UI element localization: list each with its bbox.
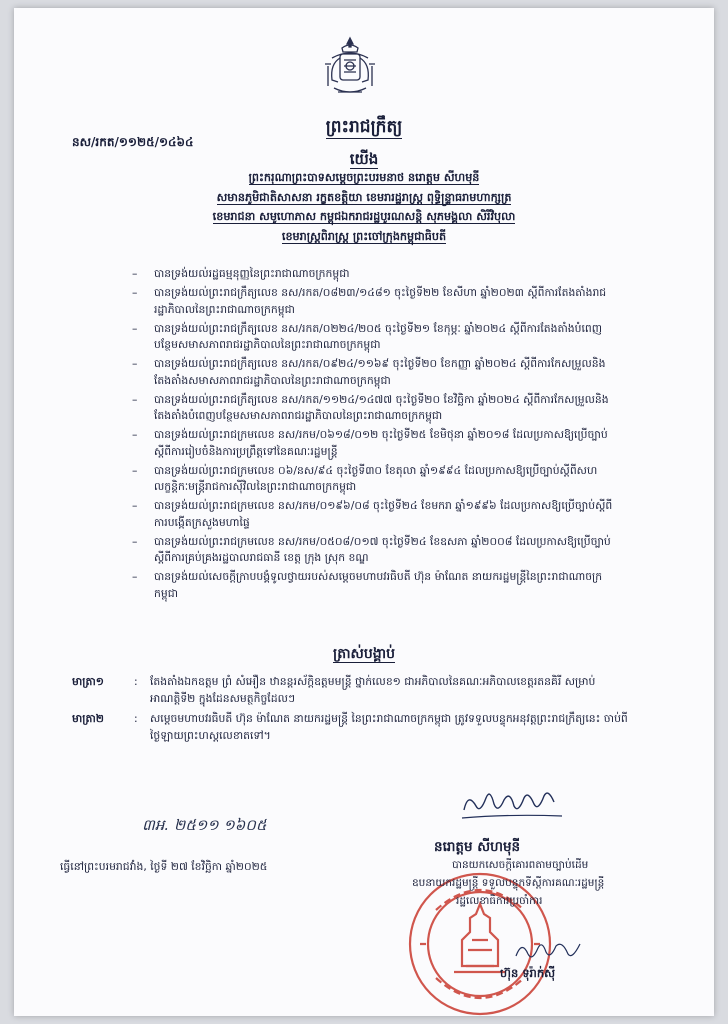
secretary-signature: [512, 936, 584, 966]
king-title-line: ខេមរាជនា សមូហោភាស កម្ពុជឯករាជរដ្ឋបូរណសន្តិ សុភមង្គលា សិរីវិបុលា: [212, 210, 516, 223]
article-label: មាត្រា១: [72, 675, 104, 688]
article-text: សម្តេចមហាបវរធិបតី ហ៊ុន ម៉ាណែត នាយករដ្ឋមន្ត្រី នៃព្រះរាជាណាចក្រកម្ពុជា ត្រូវទទួលបន្ទុកអនុវត្តព្រះរាជក្រឹត្យនេះ ចាប់ពីថ្ងៃឡាយព្រះហស្តលេខាតទៅ។: [150, 712, 628, 742]
article-label: មាត្រា២: [72, 712, 104, 725]
intro-word: យើង: [349, 150, 379, 168]
consideration-item: – បានទ្រង់យល់ព្រះរាជក្រមលេខ នស/រកម/០១៩៦/០៨ ចុះថ្ងៃទី២៤ ខែមករា ឆ្នាំ១៩៩៦ ដែលប្រកាសឱ្យប្រើច្បាប់ស្តីពីការបង្កើតក្រសួងមហាផ្ទៃ: [132, 499, 613, 529]
king-titles: [14, 168, 714, 246]
king-signature-name: នរោត្តម សីហមុនី: [434, 839, 521, 855]
handwritten-date: ៣អ. ២៥១១ ១៦០៥: [142, 816, 267, 834]
king-title-line: សមានភូមិជាតិសាសនា រក្ខតខត្តិយា ខេមរារដ្ឋរាស្ត្រ ពុទ្ធិន្ទ្រាធរាមហាក្សត្រ: [216, 190, 512, 204]
consideration-item: – បានទ្រង់យល់រដ្ឋធម្មនុញ្ញនៃព្រះរាជាណាចក្រកម្ពុជា: [132, 267, 350, 280]
consideration-item: – បានទ្រង់យល់សេចក្តីក្រាបបង្គំទូលថ្វាយរបស់សម្តេចមហាបវរធិបតី ហ៊ុន ម៉ាណែត នាយករដ្ឋមន្ត្រីនៃព្រះរាជាណាចក្រកម្ពុជា: [132, 570, 603, 600]
decree-heading: ត្រាស់បង្គាប់: [333, 646, 395, 662]
royal-signature: [458, 780, 568, 824]
article-1: មាត្រា១ : តែងតាំងឯកឧត្តម ព្រំ សំអឿន ឋានន្តរស័ក្តិឧត្តមមន្ត្រី ថ្នាក់លេខ១ ជាអភិបាលនៃគណៈអភិបាលខេត្តរតនគិរី សម្រាប់អាណត្តិទី២ ក្នុងដែនសមត្ថកិច្ចដែលៗ: [72, 674, 632, 707]
decree-document: [14, 8, 714, 1016]
article-2: មាត្រា២ : សម្តេចមហាបវរធិបតី ហ៊ុន ម៉ាណែត នាយករដ្ឋមន្ត្រី នៃព្រះរាជាណាចក្រកម្ពុជា ត្រូវទទួលបន្ទុកអនុវត្តព្រះរាជក្រឹត្យនេះ ចាប់ពីថ្ងៃឡាយព្រះហស្តលេខាតទៅ។: [72, 711, 632, 744]
king-title-line: ខេមរាស្ត្រពិរាស្ត្រ ព្រះចៅក្រុងកម្ពុជាធិបតី: [281, 229, 447, 243]
consideration-item: – បានទ្រង់យល់ព្រះរាជក្រឹត្យលេខ នស/រកត/០៨២៣/១៤៨១ ចុះថ្ងៃទី២២ ខែសីហា ឆ្នាំ២០២៣ ស្តីពីការតែងតាំងរាជរដ្ឋាភិបាលនៃព្រះរាជាណាចក្រកម្ពុជា: [132, 286, 607, 316]
consideration-item: – បានទ្រង់យល់ព្រះរាជក្រឹត្យលេខ នស/រកត/០២២៤/២០៥ ចុះថ្ងៃទី២១ ខែកុម្ភៈ ឆ្នាំ២០២៤ ស្តីពីការតែងតាំងបំពេញបន្ថែមសមាសភាពរាជរដ្ឋាភិបាលនៃព្រះរាជាណាចក្រកម្ពុជា: [132, 321, 603, 351]
consideration-item: – បានទ្រង់យល់ព្រះរាជក្រឹត្យលេខ នស/រកត/០៩២៤/១១៦៩ ចុះថ្ងៃទី២០ ខែកញ្ញា ឆ្នាំ២០២៤ ស្តីពីការកែសម្រួលនិងតែងតាំងសមាសភាពរាជរដ្ឋាភិបាលនៃព្រះរាជាណាចក្រកម្ពុជា: [132, 357, 606, 387]
decree-title: ព្រះរាជក្រឹត្យ: [325, 117, 403, 137]
consideration-item: – បានទ្រង់យល់ព្រះរាជក្រមលេខ ០៦/នស/៩៤ ចុះថ្ងៃទី៣០ ខែតុលា ឆ្នាំ១៩៩៤ ដែលប្រកាសឱ្យប្រើច្បាប់ស្តីពីសហលក្ខន្តិកៈមន្ត្រីរាជការស៊ីវិលនៃព្រះរាជាណាចក្រកម្ពុជា: [132, 463, 598, 493]
consideration-item: – បានទ្រង់យល់ព្រះរាជក្រឹត្យលេខ នស/រកត/១១២៤/១៤៧៧ ចុះថ្ងៃទី២០ ខែវិច្ឆិកា ឆ្នាំ២០២៤ ស្តីពីការកែសម្រួលនិងតែងតាំងបំពេញបន្ថែមសមាសភាពរាជរដ្ឋាភិបាលនៃព្រះរាជាណាចក្រកម្ពុជា: [132, 392, 609, 422]
countersign-name: ហ៊ុន ទុរ៉ាក់ស៊ី: [500, 966, 556, 980]
article-text: តែងតាំងឯកឧត្តម ព្រំ សំអឿន ឋានន្តរស័ក្តិឧត្តមមន្ត្រី ថ្នាក់លេខ១ ជាអភិបាលនៃគណៈអភិបាលខេត្តរតនគិរី សម្រាប់អាណត្តិទី២ ក្នុងដែនសមត្ថកិច្ចដែលៗ: [150, 675, 596, 705]
consideration-item: – បានទ្រង់យល់ព្រះរាជក្រមលេខ នស/រកម/០៥០៨/០១៧ ចុះថ្ងៃទី២៤ ខែឧសភា ឆ្នាំ២០០៨ ដែលប្រកាសឱ្យប្រើច្បាប់ស្តីពីការគ្រប់គ្រងរដ្ឋបាលរាជធានី ខេត្ត ក្រុង ស្រុក ខណ្ឌ: [132, 534, 611, 564]
royal-coat-of-arms-icon: [320, 36, 380, 98]
king-title-line: ព្រះករុណាព្រះបាទសម្តេចព្រះបរមនាថ នរោត្តម សីហមុនី: [248, 171, 480, 184]
countersign-line: រដ្ឋលេខាធិការប្រចាំការ: [456, 895, 543, 907]
countersign-line: បានយកសេចក្តីគោរពតាមច្បាប់ដើម: [452, 859, 589, 871]
considerations-list: [114, 266, 624, 605]
place-and-date: ធ្វើនៅព្រះបរមរាជវាំង, ថ្ងៃទី ២៧ ខែវិច្ឆិកា ឆ្នាំ២០២៥: [60, 860, 268, 873]
reference-number: នស/រកត/១១២៥/១៤៦៤: [72, 135, 194, 149]
consideration-item: – បានទ្រង់យល់ព្រះរាជក្រមលេខ នស/រកម/០៦១៨/០១២ ចុះថ្ងៃទី២៥ ខែមិថុនា ឆ្នាំ២០១៨ ដែលប្រកាសឱ្យប្រើច្បាប់ស្តីពីការរៀបចំនិងការប្រព្រឹត្តទៅនៃគណៈរដ្ឋមន្ត្រី: [132, 428, 608, 458]
countersign-line: ឧបនាយករដ្ឋមន្ត្រី ទទួលបន្ទុកទីស្តីការគណៈរដ្ឋមន្ត្រី: [412, 877, 605, 889]
